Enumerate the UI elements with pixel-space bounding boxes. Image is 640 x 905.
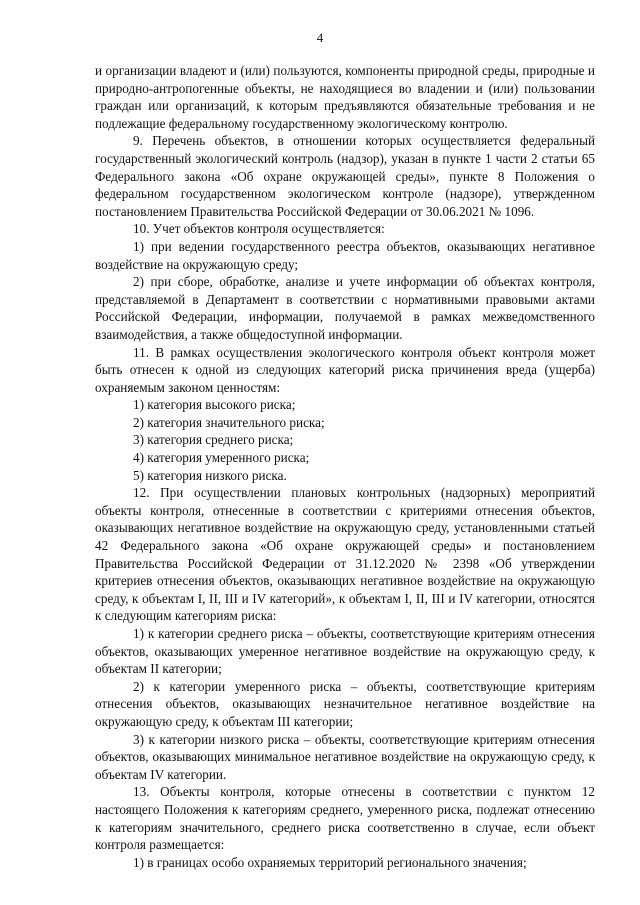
- subitem-13-1: 1) в границах особо охраняемых территорий регионального значения;: [133, 854, 527, 870]
- subitem-10-1: 1) при ведении государственного реестра объектов, оказывающих негативное воздействие на окружающую среду;: [95, 238, 595, 272]
- subitem-12-3: 3) к категории низкого риска – объекты, соответствующие критериям отнесения объектов, оказывающих минимальное негативное воздействие на окружающую среду, к объектам IV категории.: [95, 731, 595, 782]
- paragraph-item-12: 12. При осуществлении плановых контрольных (надзорных) мероприятий объекты контроля, отнесенные в соответствии с критериями отнесения объектов, оказывающих негативное воздействие на окружающую среду, установленными статьей 42 Федерального закона «Об охране окружающей среды» и постановлением Правительства Российской Федерации от 31.12.2020 № 2398 «Об утверждении критериев отнесения объектов, оказывающих негативное воздействие на окружающую среду, к объектам I, II, III и IV категорий», к объектам I, II, III и IV категории, относятся к следующим категориям риска:: [95, 485, 595, 624]
- paragraph-item-13: 13. Объекты контроля, которые отнесены в соответствии с пунктом 12 настоящего Положения к категориям среднего, умеренного риска, подлежат отнесению к категориям значительного, среднего риска соответственно в случае, если объект контроля размещается:: [95, 784, 595, 853]
- risk-category-1: 1) категория высокого риска;: [133, 397, 296, 413]
- paragraph-continuation: и организации владеют и (или) пользуются, компоненты природной среды, природные и природно-антропогенные объекты, не находящиеся во владении и (или) пользовании граждан или организаций, к которым предъявляются обязательные требования и не подлежащие федеральному государственному экологическому контролю.: [95, 63, 595, 131]
- risk-category-2: 2) категория значительного риска;: [133, 414, 325, 430]
- subitem-10-2: 2) при сборе, обработке, анализе и учете информации об объектах контроля, представляемой в Департамент в соответствии с нормативными правовыми актами Российской Федерации, информации, получаемой в рамках межведомственного взаимодействия, а также общедоступной информации.: [95, 274, 595, 342]
- paragraph-item-10: 10. Учет объектов контроля осуществляется:: [133, 221, 385, 237]
- paragraph-item-11: 11. В рамках осуществления экологического контроля объект контроля может быть отнесен к одной из следующих категорий риска причинения вреда (ущерба) охраняемым законом ценностям:: [95, 344, 595, 395]
- risk-category-5: 5) категория низкого риска.: [133, 467, 287, 483]
- risk-category-3: 3) категория среднего риска;: [133, 432, 294, 448]
- document-body: [95, 62, 595, 871]
- subitem-12-1: 1) к категории среднего риска – объекты, соответствующие критериям отнесения объектов, оказывающих умеренное негативное воздействие на окружающую среду, к объектам II категории;: [95, 626, 595, 677]
- subitem-12-2: 2) к категории умеренного риска – объекты, соответствующие критериям отнесения объектов, оказывающих незначительное негативное воздействие на окружающую среду, к объектам III категории;: [95, 678, 595, 729]
- page-number: 4: [316, 30, 324, 45]
- paragraph-item-9: 9. Перечень объектов, в отношении которых осуществляется федеральный государственный экологический контроль (надзор), указан в пункте 1 части 2 статьи 65 Федерального закона «Об охране окружающей среды», пункте 8 Положения о федеральном государственном экологическом контроле (надзоре), утвержденном постановлением Правительства Российской Федерации от 30.06.2021 № 1096.: [95, 133, 595, 219]
- risk-category-4: 4) категория умеренного риска;: [133, 450, 310, 466]
